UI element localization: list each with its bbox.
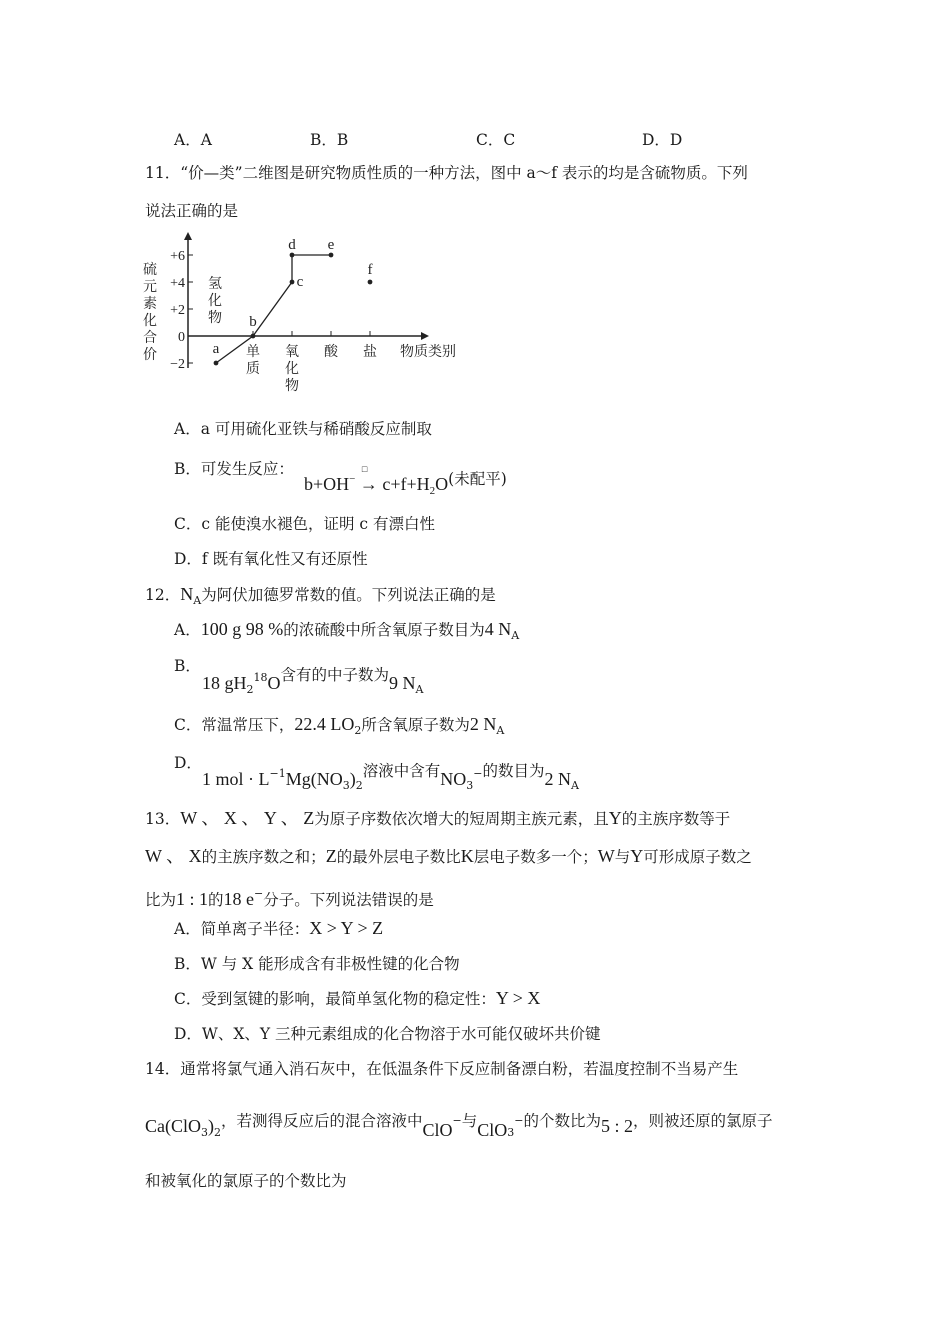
- q11-option-a: A．a 可用硫化亚铁与稀硝酸反应制取: [174, 420, 432, 438]
- y-axis-label-char: 硫: [143, 263, 157, 278]
- x-category-label-char: 化: [208, 294, 222, 309]
- q13-option-b: B．W 与 X 能形成含有非极性键的化合物: [174, 955, 460, 973]
- x-category-label-char: 化: [285, 362, 299, 377]
- point-label-f: f: [367, 262, 373, 278]
- q14-stem-line1: 14．通常将氯气通入消石灰中，在低温条件下反应制备漂白粉，若温度控制不当易产生: [145, 1060, 739, 1078]
- data-point-f: [368, 280, 373, 285]
- q12-option-c: C．常温常压下，22.4 $LO_2$所含氧原子数为2 $N_A$: [174, 714, 505, 737]
- y-axis-label-char: 元: [143, 280, 157, 295]
- y-tick-label: +2: [170, 303, 185, 318]
- q12-option-d: 1 mol · $L^{-1}Mg(NO_3)_2$溶液中含有$NO_3^-$的数目为2 $N_A$: [202, 762, 579, 792]
- q10-option-a: A．A: [174, 131, 212, 149]
- valence-class-chart: [138, 230, 478, 400]
- data-point-a: [214, 361, 219, 366]
- y-tick-label: +4: [170, 276, 185, 291]
- x-category-label-char: 单: [246, 345, 260, 360]
- q13-option-c: C．受到氢键的影响，最简单氢化物的稳定性：Y > X: [174, 988, 541, 1008]
- y-tick-label: 0: [178, 330, 185, 345]
- point-label-d: d: [288, 237, 296, 253]
- x-category-label-char: 质: [246, 362, 260, 377]
- q10-option-c: C．C: [476, 131, 516, 149]
- q11-option-b: [174, 458, 294, 480]
- x-category-label-char: 氧: [285, 345, 299, 360]
- point-label-a: a: [212, 341, 220, 357]
- data-point-b: [251, 334, 256, 339]
- data-point-e: [329, 253, 334, 258]
- q12-stem: 12．$N_A$为阿伏加德罗常数的值。下列说法正确的是: [145, 584, 496, 607]
- q10-option-d: D．D: [642, 131, 683, 149]
- connector-line: [216, 255, 331, 363]
- q13-stem-line2: W 、 X的主族序数之和；Z的最外层电子数比K层电子数多一个；W与Y可形成原子数之: [145, 846, 752, 866]
- x-category-label-char: 氢: [208, 277, 222, 292]
- x-category-label: 酸: [324, 345, 338, 360]
- x-category-label: 盐: [363, 345, 377, 360]
- q12-option-b-label: B．: [174, 657, 201, 675]
- q13-option-a: A．简单离子半径：X > Y > Z: [174, 918, 384, 938]
- q10-option-b: B．B: [310, 131, 349, 149]
- y-tick-label: −2: [170, 357, 185, 372]
- q12-option-b: 18 $gH_2^{18}O$含有的中子数为9 $N_A$: [202, 666, 424, 696]
- x-axis-label: 物质类别: [400, 345, 456, 360]
- y-axis-label-char: 合: [143, 331, 157, 346]
- q13-option-d: D．W、X、Y 三种元素组成的化合物溶于水可能仅破坏共价键: [174, 1025, 601, 1043]
- point-label-c: c: [296, 274, 304, 290]
- q13-stem-line3: 比为1 : 1的18 e−分子。下列说法错误的是: [145, 887, 434, 909]
- q11-stem-line1: 11．“价—类”二维图是研究物质性质的一种方法，图中 a～f 表示的均是含硫物质。下列: [145, 164, 748, 182]
- y-axis-label-char: 素: [143, 297, 157, 312]
- q12-option-a: A．100 g 98 %的浓硫酸中所含氧原子数目为4 $N_A$: [174, 619, 520, 642]
- q12-option-d-label: D．: [174, 754, 202, 772]
- q11-option-c: C．c 能使溴水褪色，证明 c 有漂白性: [174, 515, 436, 533]
- x-category-label-char: 物: [208, 311, 222, 326]
- y-axis-arrow-icon: [184, 232, 192, 240]
- y-axis-label-char: 化: [143, 314, 157, 329]
- point-label-e: e: [327, 237, 335, 253]
- q11-stem-line2: 说法正确的是: [145, 202, 239, 220]
- x-category-label-char: 物: [285, 379, 299, 394]
- q14-stem-line2: $Ca(ClO_3)_2$，若测得反应后的混合溶液中ClO−与ClO$_3$−的个数比为5 : 2，则被还原的氯原子: [145, 1112, 773, 1140]
- data-point-c: [290, 280, 295, 285]
- q11-option-b-equation: b+OH− □ → $c+f+H_2O$(未配平): [304, 468, 507, 502]
- y-axis-label-char: 价: [143, 348, 157, 363]
- y-tick-label: +6: [170, 249, 185, 264]
- point-label-b: b: [249, 314, 257, 330]
- q13-stem-line1: 13．W 、 X 、 Y 、 Z为原子序数依次增大的短周期主族元素，且Y的主族序数等于: [145, 808, 731, 828]
- q14-stem-line3: 和被氧化的氯原子的个数比为: [145, 1172, 347, 1190]
- q11-option-b-label: B．可发生反应：: [174, 460, 294, 478]
- placeholder-box-icon: □: [361, 464, 368, 474]
- x-axis-arrow-icon: [421, 332, 429, 340]
- data-point-d: [290, 253, 295, 258]
- q11-option-d: D．f 既有氧化性又有还原性: [174, 550, 368, 568]
